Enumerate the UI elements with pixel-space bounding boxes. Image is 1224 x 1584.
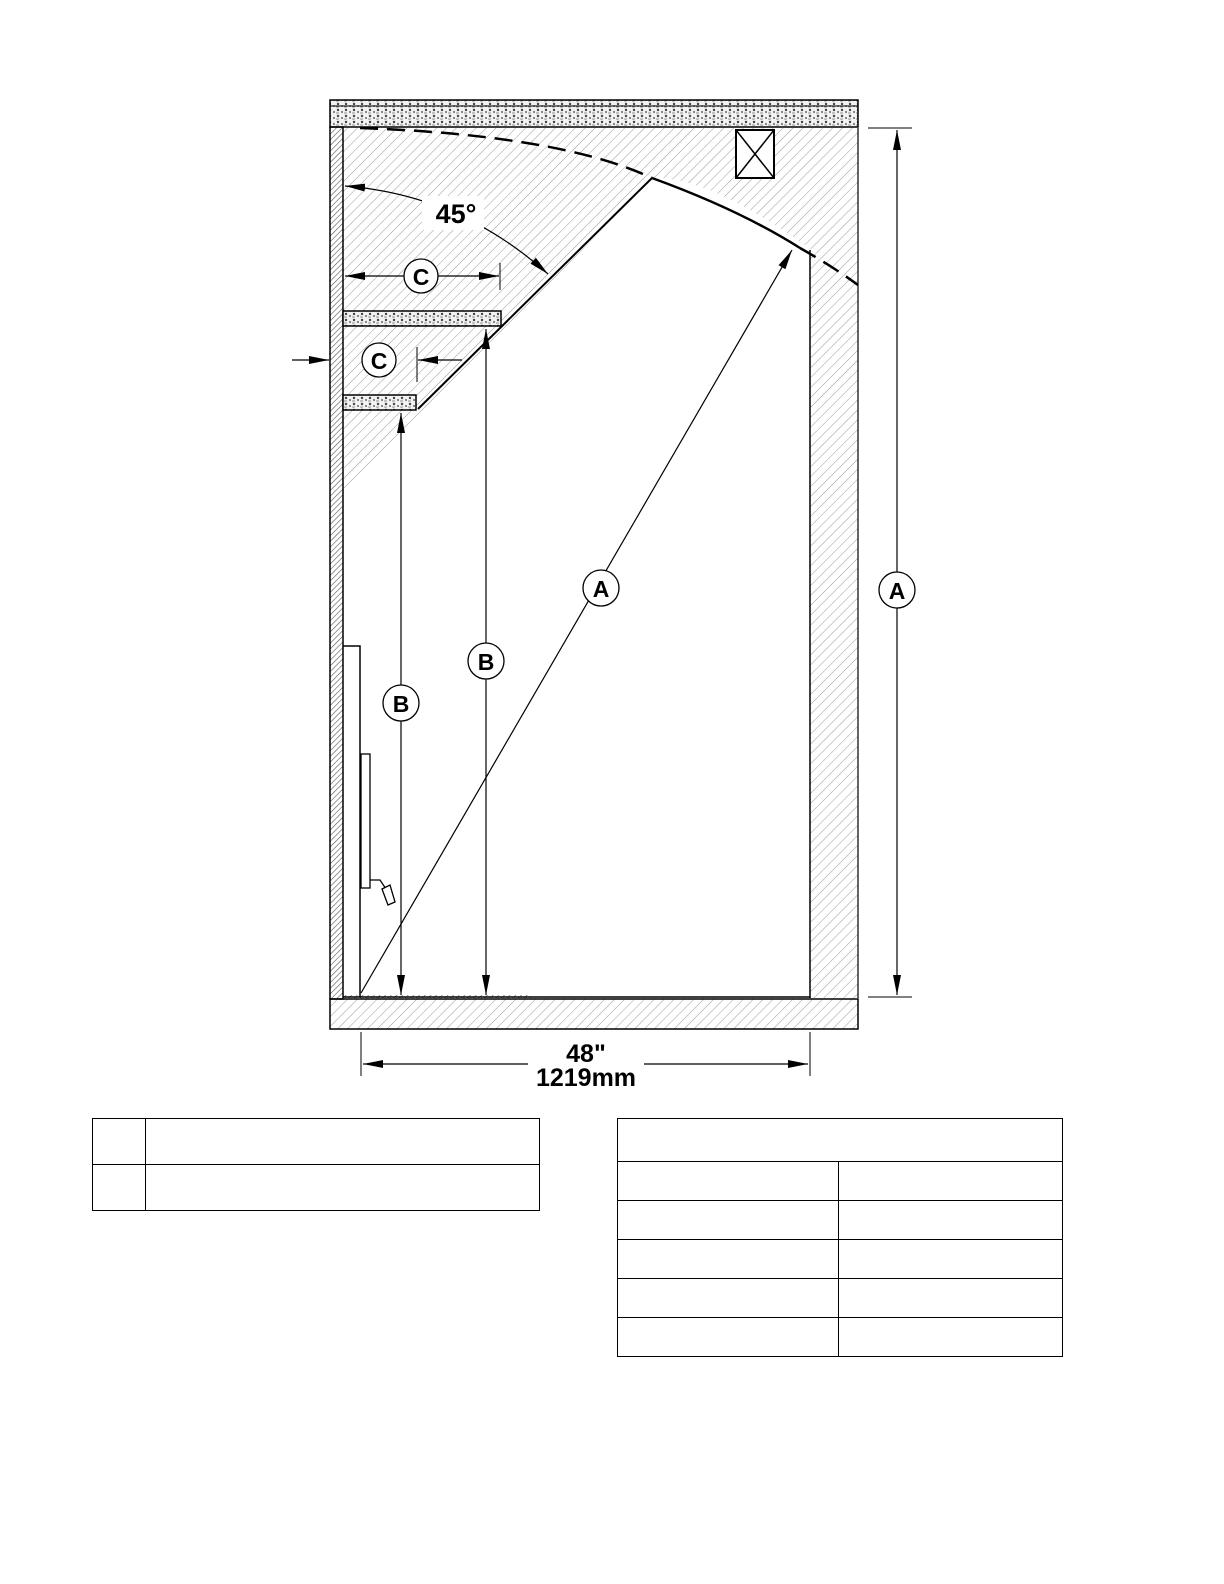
label-c-upper: [404, 259, 438, 293]
table-cell: [839, 1318, 1063, 1357]
table-cell: [618, 1318, 839, 1357]
ceiling-band: [330, 100, 858, 127]
table-row: [93, 1119, 540, 1165]
label-b-left: [383, 685, 419, 721]
table-row: [618, 1201, 1063, 1240]
table-cell: [146, 1119, 540, 1165]
label-a-diagonal: [583, 570, 619, 606]
table-cell: [93, 1165, 146, 1211]
table-row: [618, 1279, 1063, 1318]
svg-text:B: B: [477, 649, 495, 675]
table-cell: [93, 1119, 146, 1165]
table-cell: [146, 1165, 540, 1211]
table-cell: [839, 1279, 1063, 1318]
width-label-inches: 48": [566, 1040, 606, 1068]
table-cell: [839, 1201, 1063, 1240]
table-row: [618, 1162, 1063, 1201]
table-row: [618, 1240, 1063, 1279]
label-b-right: [468, 643, 504, 679]
svg-text:A: A: [592, 576, 610, 602]
shelf-lower: [343, 395, 416, 410]
table-cell: [618, 1279, 839, 1318]
table-cell: [839, 1240, 1063, 1279]
dimensions-table: [617, 1118, 1063, 1357]
table-cell: [839, 1162, 1063, 1201]
angle-label: 45°: [435, 199, 477, 229]
shelf-upper: [343, 311, 501, 326]
table-cell: [618, 1162, 839, 1201]
table-header-row: [618, 1119, 1063, 1162]
table-header-cell: [618, 1119, 1063, 1162]
width-label-mm: 1219mm: [535, 1064, 637, 1092]
svg-text:A: A: [888, 578, 906, 604]
table-row: [93, 1165, 540, 1211]
table-cell: [618, 1240, 839, 1279]
left-wall: [330, 127, 343, 999]
table-row: [618, 1318, 1063, 1357]
legend-table: [92, 1118, 540, 1211]
label-c-lower: [362, 343, 396, 377]
svg-text:C: C: [412, 264, 430, 290]
svg-text:C: C: [370, 348, 388, 374]
label-a-vertical: [879, 572, 915, 608]
ceiling-fixture: [736, 130, 774, 178]
floor-slab: [330, 995, 858, 1029]
table-cell: [618, 1201, 839, 1240]
right-wall-hatch: [810, 250, 858, 998]
svg-text:B: B: [392, 691, 410, 717]
